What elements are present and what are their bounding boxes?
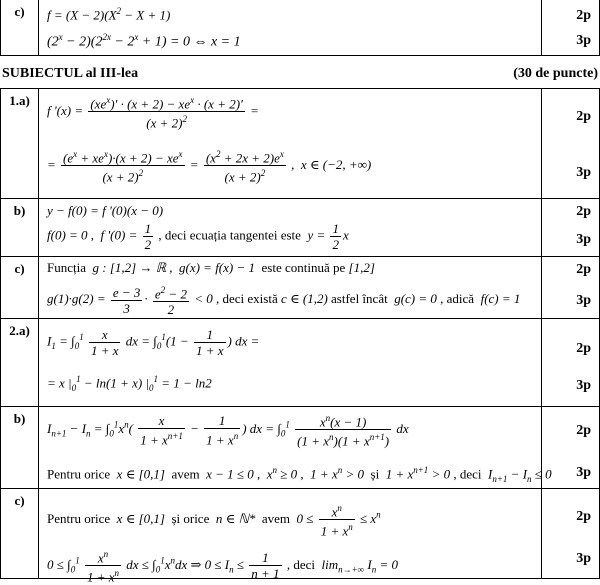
points-value: 3p [576,551,591,566]
points-cell [542,0,600,56]
answer-body [39,257,542,319]
answer-body [39,199,542,257]
formula-line: f '(x) = $\frac{(xe^x)' \cdot (x + 2) - xe^x \cdot (x + 2)'}{(x + 2)^2}$ = [47,95,259,131]
points-cell [542,257,600,319]
points-value: 3p [576,165,591,180]
formula-line: f(0) = 0 , f '(0) = $\frac{1}{2}$ , deci ecuația tangentei este y = $\frac{1}{2}$ x [47,221,349,252]
formula-line: $f = (X - 2)(X^2 - X + 1)$ [47,6,171,23]
formula-line: Pentru orice x ∈ [0,1] avem x − 1 ≤ 0 , $x^n \ge 0$ , $1 + x^n > 0$ și $1 + x^{n+1} > 0$ , deci $I_{n+1} - I_n \le 0$ [47,465,552,484]
item-label: 1.a) [1,89,39,199]
answer-body [39,89,542,199]
formula-line: g(1)·g(2) = $\frac{e - 3}{3}$ · $\frac{e^2 - 2}{2}$ < 0 , deci există c ∈ (1,2) astfel încât g(c) = 0 , adică f(c) = 1 [47,284,521,318]
points-cell [542,89,600,199]
points-value: 2p [576,262,591,277]
answer-body [39,0,542,56]
points-value: 2p [576,204,591,219]
formula-line: Funcția g : [1,2] → ℝ , g(x) = f(x) − 1 este continuă pe [1,2] [47,260,375,275]
points-value: 2p [576,8,591,23]
points-value: 3p [576,293,591,308]
points-value: 2p [576,423,591,438]
formula-line: Pentru orice x ∈ [0,1] și orice n ∈ ℕ* avem 0 ≤ $\frac{x^n}{1 + x^n}$ ≤ $x^n$ [47,503,381,539]
item-label: b) [1,407,39,489]
item-label: 2.a) [1,319,39,407]
points-cell [542,489,600,579]
formula-line: $(2^x - 2)(2^{2x} - 2^x + 1) = 0$ ⇔ x = 1 [47,32,241,50]
answer-table [0,88,600,585]
section-title: SUBIECTUL al III-lea [2,66,139,81]
answer-body [39,489,542,585]
points-cell [542,407,600,489]
points-value: 2p [576,341,591,356]
points-value: 3p [576,378,591,393]
points-value: 2p [576,509,591,524]
points-cell [542,199,600,257]
points-value: 2p [576,109,591,124]
formula-line: $I_{n+1} - I_n = \int_0^1x^n$( $\frac{x}{1 + x^{n+1}}$ − $\frac{1}{1 + x^n}$ ) dx = $\int_0^1$ $\frac{x^n(x - 1)}{(1 + x^n)(1 + x^{n+1})}$ dx [47,412,409,449]
answer-table-top [0,0,600,56]
formula-line: y − f(0) = f '(0)(x − 0) [47,203,164,218]
points-value: 3p [576,465,591,480]
section-points: (30 de puncte) [513,66,598,81]
formula-line: = $\frac{(e^x + xe^x)\cdot(x + 2) - xe^x}{(x + 2)^2}$ = $\frac{(x^2 + 2x + 2)e^x}{(x + 2)^2}$ , x ∈ (−2, +∞) [47,149,372,185]
item-label: c) [1,489,39,579]
item-label: c) [1,257,39,319]
formula-line: $0 \le \int_0^1$ $\frac{x^n}{1 + x^n}$ dx ≤ $\int_0^1x^ndx$ ⇒ $0 \le I_n$ ≤ $\frac{1}{n + 1}$ , deci $\lim_{n\to+\infty} I_n = 0$ [47,549,398,585]
section-header [0,64,600,86]
answer-body [39,319,542,407]
formula-line: $I_1 = \int_0^1$ $\frac{x}{1 + x}$ dx = $\int_0^1(1$ − $\frac{1}{1 + x}$ ) dx = [47,327,260,358]
item-label: c) [1,0,39,56]
points-value: 3p [576,232,591,247]
item-label: b) [1,199,39,257]
answer-body [39,407,552,489]
points-cell [542,319,600,407]
formula-line: = x $|_0^1 - \ln(1 + x) |_0^1 = 1 - \ln 2$ [47,374,212,393]
points-value: 3p [576,33,591,48]
